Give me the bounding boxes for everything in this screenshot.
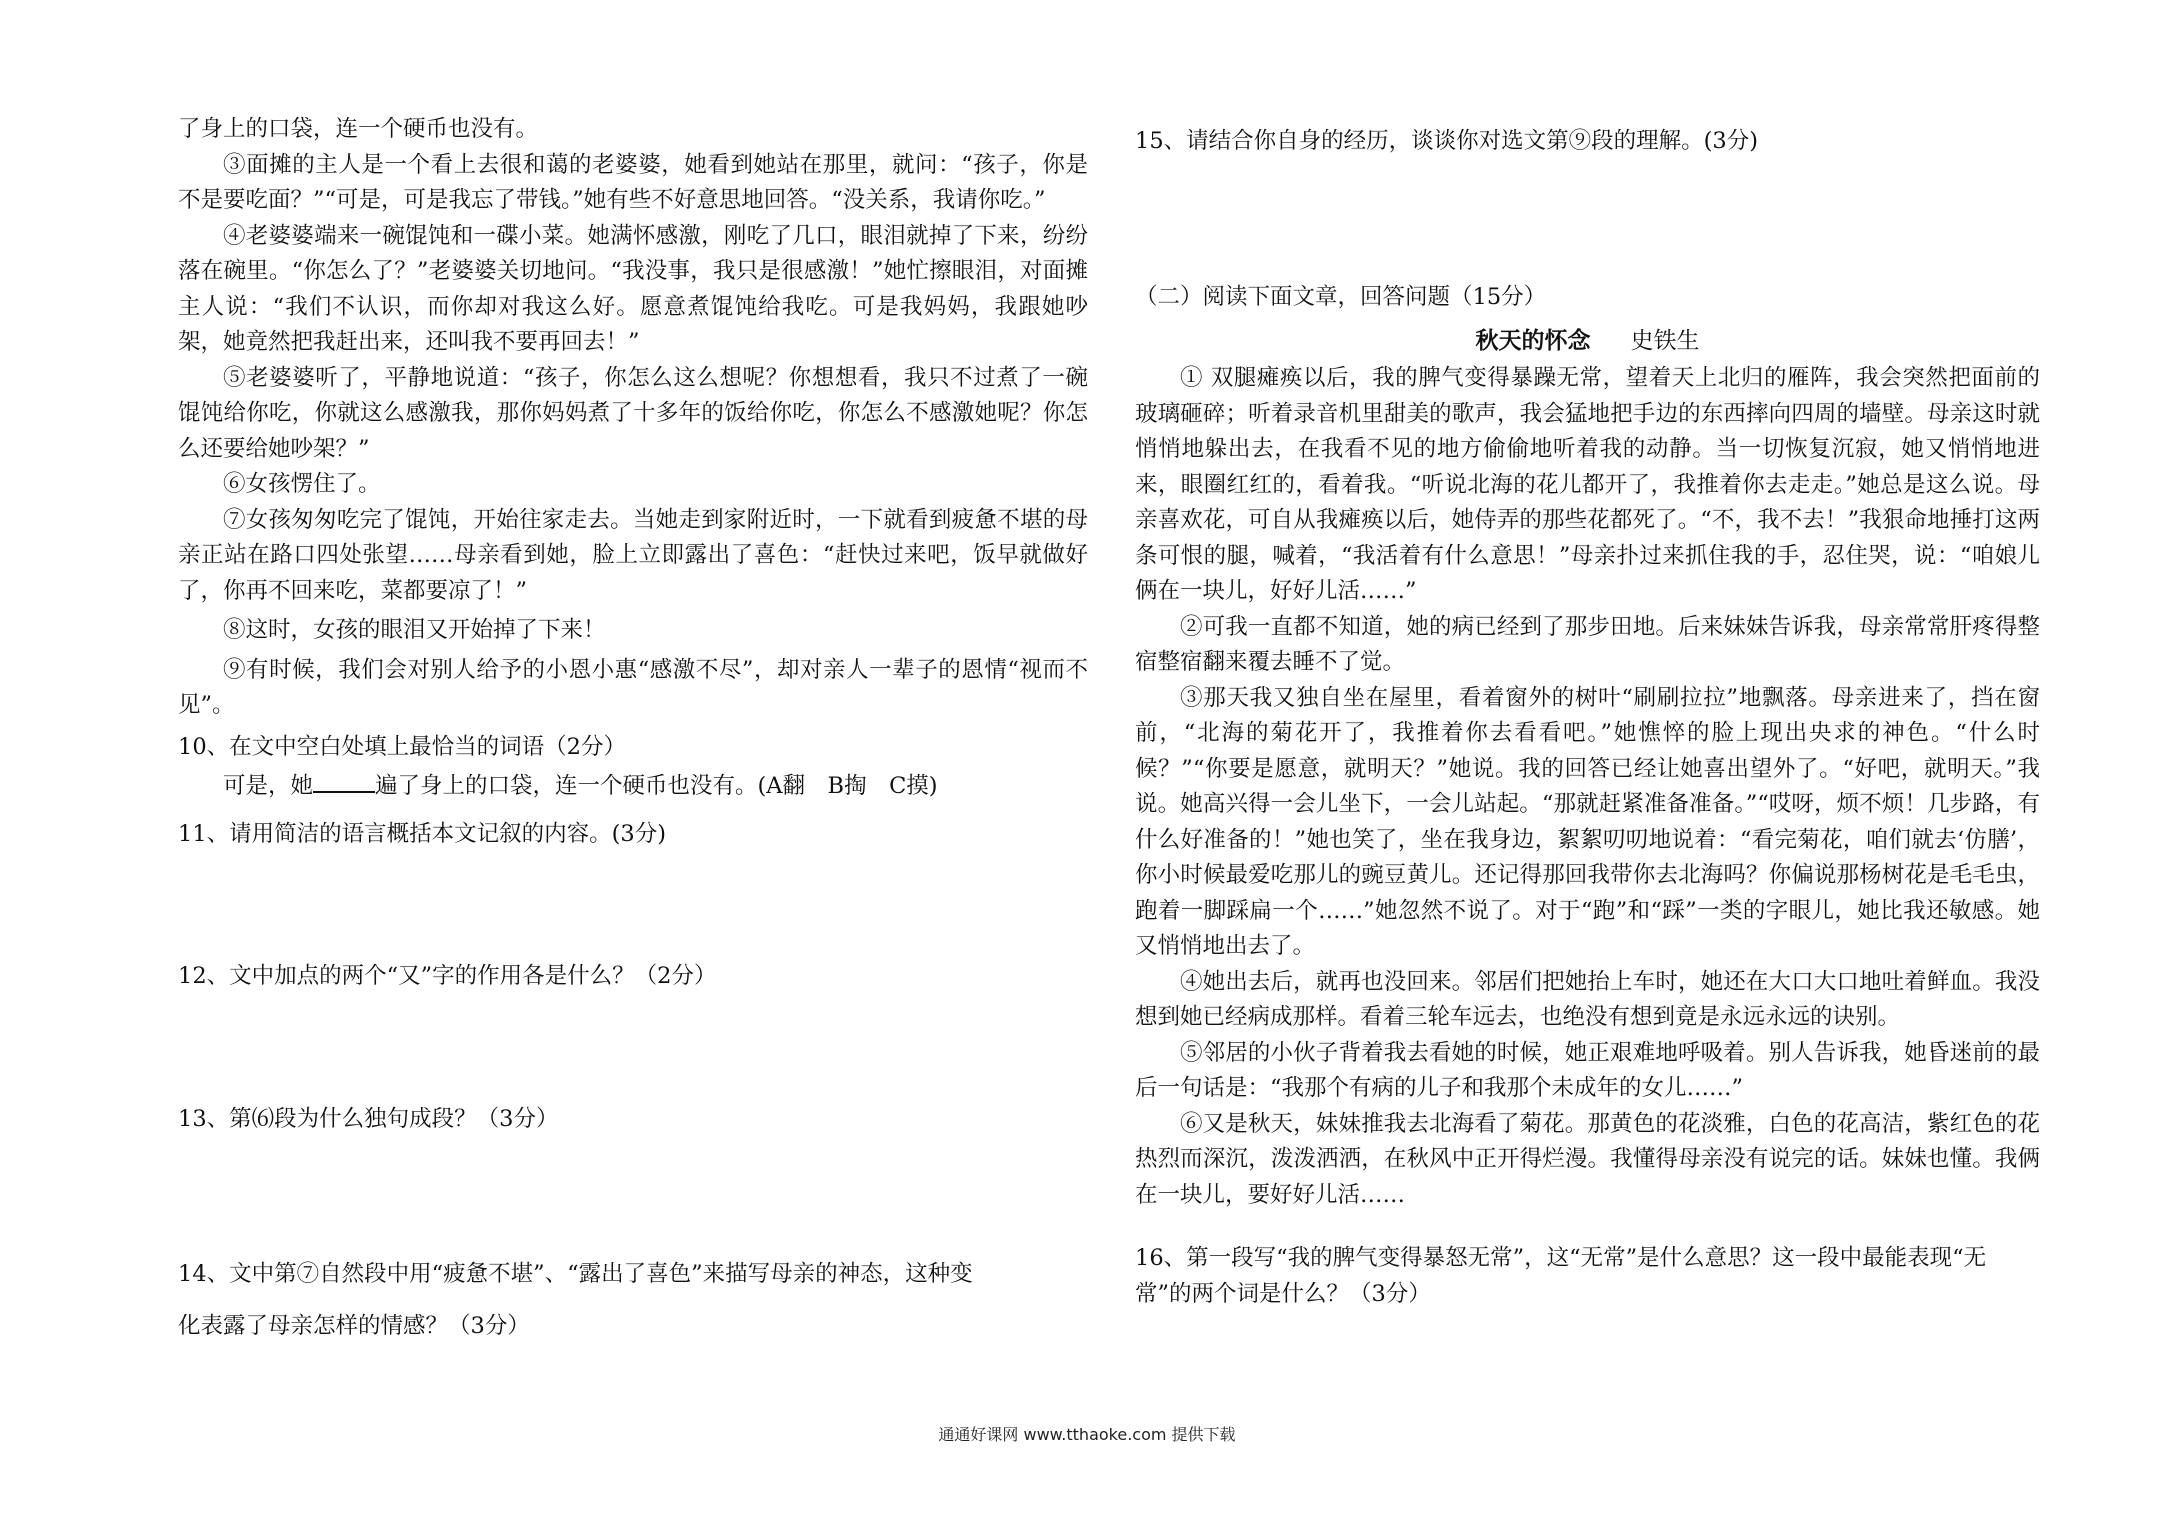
question-12: 12、文中加点的两个“又”字的作用各是什么？（2分） [178,963,717,989]
article-paragraph-2: ②可我一直都不知道，她的病已经到了那步田地。后来妹妹告诉我，母亲常常肝疼得整宿整宿翻来覆去睡不了觉。 [1135,613,2040,675]
question-14-line-2: 化表露了母亲怎样的情感？（3分） [178,1312,530,1339]
article-paragraph-6: ⑥又是秋天，妹妹推我去北海看了菊花。那黄色的花淡雅，白色的花高洁，紫红色的花热烈而深沉，泼泼洒洒，在秋风中正开得烂漫。我懂得母亲没有说完的话。妹妹也懂。我俩在一块儿，要好好儿活…… [1135,1110,2040,1208]
article-title: 秋天的怀念 [1475,327,1591,354]
paragraph-2-end: 了身上的口袋，连一个硬币也没有。 [178,116,539,142]
question-15: 15、请结合你自身的经历，谈谈你对选文第⑨段的理解。(3分) [1135,128,1759,154]
paragraph-3: ③面摊的主人是一个看上去很和蔼的老婆婆，她看到她站在那里，就问：“孩子，你是不是要吃面？”“可是，可是我忘了带钱。”她有些不好意思地回答。“没关系，我请你吃。” [178,151,1088,213]
question-16: 16、第一段写“我的脾气变得暴怒无常”，这“无常”是什么意思？这一段中最能表现“无常”的两个词是什么？（3分） [1135,1245,1987,1307]
section-2-heading: （二）阅读下面文章，回答问题（15分） [1135,283,1547,310]
q10-prefix: 可是，她 [223,773,314,799]
page-footer: 通通好课网 www.tthaoke.com 提供下载 [938,1425,1236,1444]
paragraph-5: ⑤老婆婆听了，平静地说道：“孩子，你怎么这么想呢？你想想看，我只不过煮了一碗馄饨给你吃，你就这么感激我，那你妈妈煮了十多年的饭给你吃，你怎么不感激她呢？你怎么还要给她吵架？” [178,364,1088,462]
paragraph-6: ⑥女孩愣住了。 [223,471,381,497]
article-paragraph-1: ① 双腿瘫痪以后，我的脾气变得暴躁无常，望着天上北归的雁阵，我会突然把面前的玻璃砸碎；听着录音机里甜美的歌声，我会猛地把手边的东西摔向四周的墙壁。母亲这时就悄悄地躲出去，在我看不见的地方偷偷地听着我的动静。当一切恢复沉寂，她又悄悄地进来，眼圈红红的，看着我。“听说北海的花儿都开了，我推着你去走走。”她总是这么说。母亲喜欢花，可自从我瘫痪以后，她侍弄的那些花都死了。“不，我不去！”我狠命地捶打这两条可恨的腿，喊着，“我活着有什么意思！”母亲扑过来抓住我的手，忍住哭，说：“咱娘儿俩在一块儿，好好儿活……” [1135,365,2040,604]
paragraph-9: ⑨有时候，我们会对别人给予的小恩小惠“感激不尽”，却对亲人一辈子的恩情“视而不见”。 [178,656,1088,718]
right-column [1135,112,2040,1312]
article-paragraph-4: ④她出去后，就再也没回来。邻居们把她抬上车时，她还在大口大口地吐着鲜血。我没想到她已经病成那样。看着三轮车远去，也绝没有想到竟是永远永远的诀别。 [1135,968,2040,1030]
article-author: 史铁生 [1630,328,1700,354]
left-column [178,112,1088,1344]
article-heading [1135,321,2040,361]
question-14-line-1: 14、文中第⑦自然段中用“疲惫不堪”、“露出了喜色”来描写母亲的神态，这种变 [178,1261,973,1287]
paragraph-4: ④老婆婆端来一碗馄饨和一碟小菜。她满怀感激，刚吃了几口，眼泪就掉了下来，纷纷落在碗里。“你怎么了？”老婆婆关切地问。“我没事，我只是很感激！”她忙擦眼泪，对面摊主人说：“我们不认识，而你却对我这么好。愿意煮馄饨给我吃。可是我妈妈，我跟她吵架，她竟然把我赶出来，还叫我不要再回去！” [178,222,1088,355]
question-10: 10、在文中空白处填上最恰当的词语（2分） [178,733,626,760]
q10-suffix: 遍了身上的口袋，连一个硬币也没有。(A翻 B掏 C摸) [375,773,938,799]
question-13: 13、第⑹段为什么独句成段？（3分） [178,1105,559,1132]
question-11: 11、请用简洁的语言概括本文记叙的内容。(3分) [178,820,667,847]
paragraph-8: ⑧这时，女孩的眼泪又开始掉了下来！ [223,617,606,643]
answer-blank[interactable] [313,769,375,793]
paragraph-7: ⑦女孩匆匆吃完了馄饨，开始往家走去。当她走到家附近时，一下就看到疲惫不堪的母亲正站在路口四处张望……母亲看到她，脸上立即露出了喜色：“赶快过来吧，饭早就做好了，你再不回来吃，菜都要凉了！” [178,506,1088,604]
article-paragraph-3: ③那天我又独自坐在屋里，看着窗外的树叶“刷刷拉拉”地飘落。母亲进来了，挡在窗前，“北海的菊花开了，我推着你去看看吧。”她憔悴的脸上现出央求的神色。“什么时候？”“你要是愿意，就明天？”她说。我的回答已经让她喜出望外了。“好吧，就明天。”我说。她高兴得一会儿坐下，一会儿站起。“那就赶紧准备准备。”“哎呀，烦不烦！几步路，有什么好准备的！”她也笑了，坐在我身边，絮絮叨叨地说着：“看完菊花，咱们就去‘仿膳’，你小时候最爱吃那儿的豌豆黄儿。还记得那回我带你去北海吗？你偏说那杨树花是毛毛虫，跑着一脚踩扁一个……”她忽然不说了。对于“跑”和“踩”一类的字眼儿，她比我还敏感。她又悄悄地出去了。 [1135,684,2040,959]
article-paragraph-5: ⑤邻居的小伙子背着我去看她的时候，她正艰难地呼吸着。别人告诉我，她昏迷前的最后一句话是：“我那个有病的儿子和我那个未成年的女儿……” [1135,1039,2040,1101]
question-10-blank-line [178,769,1088,805]
